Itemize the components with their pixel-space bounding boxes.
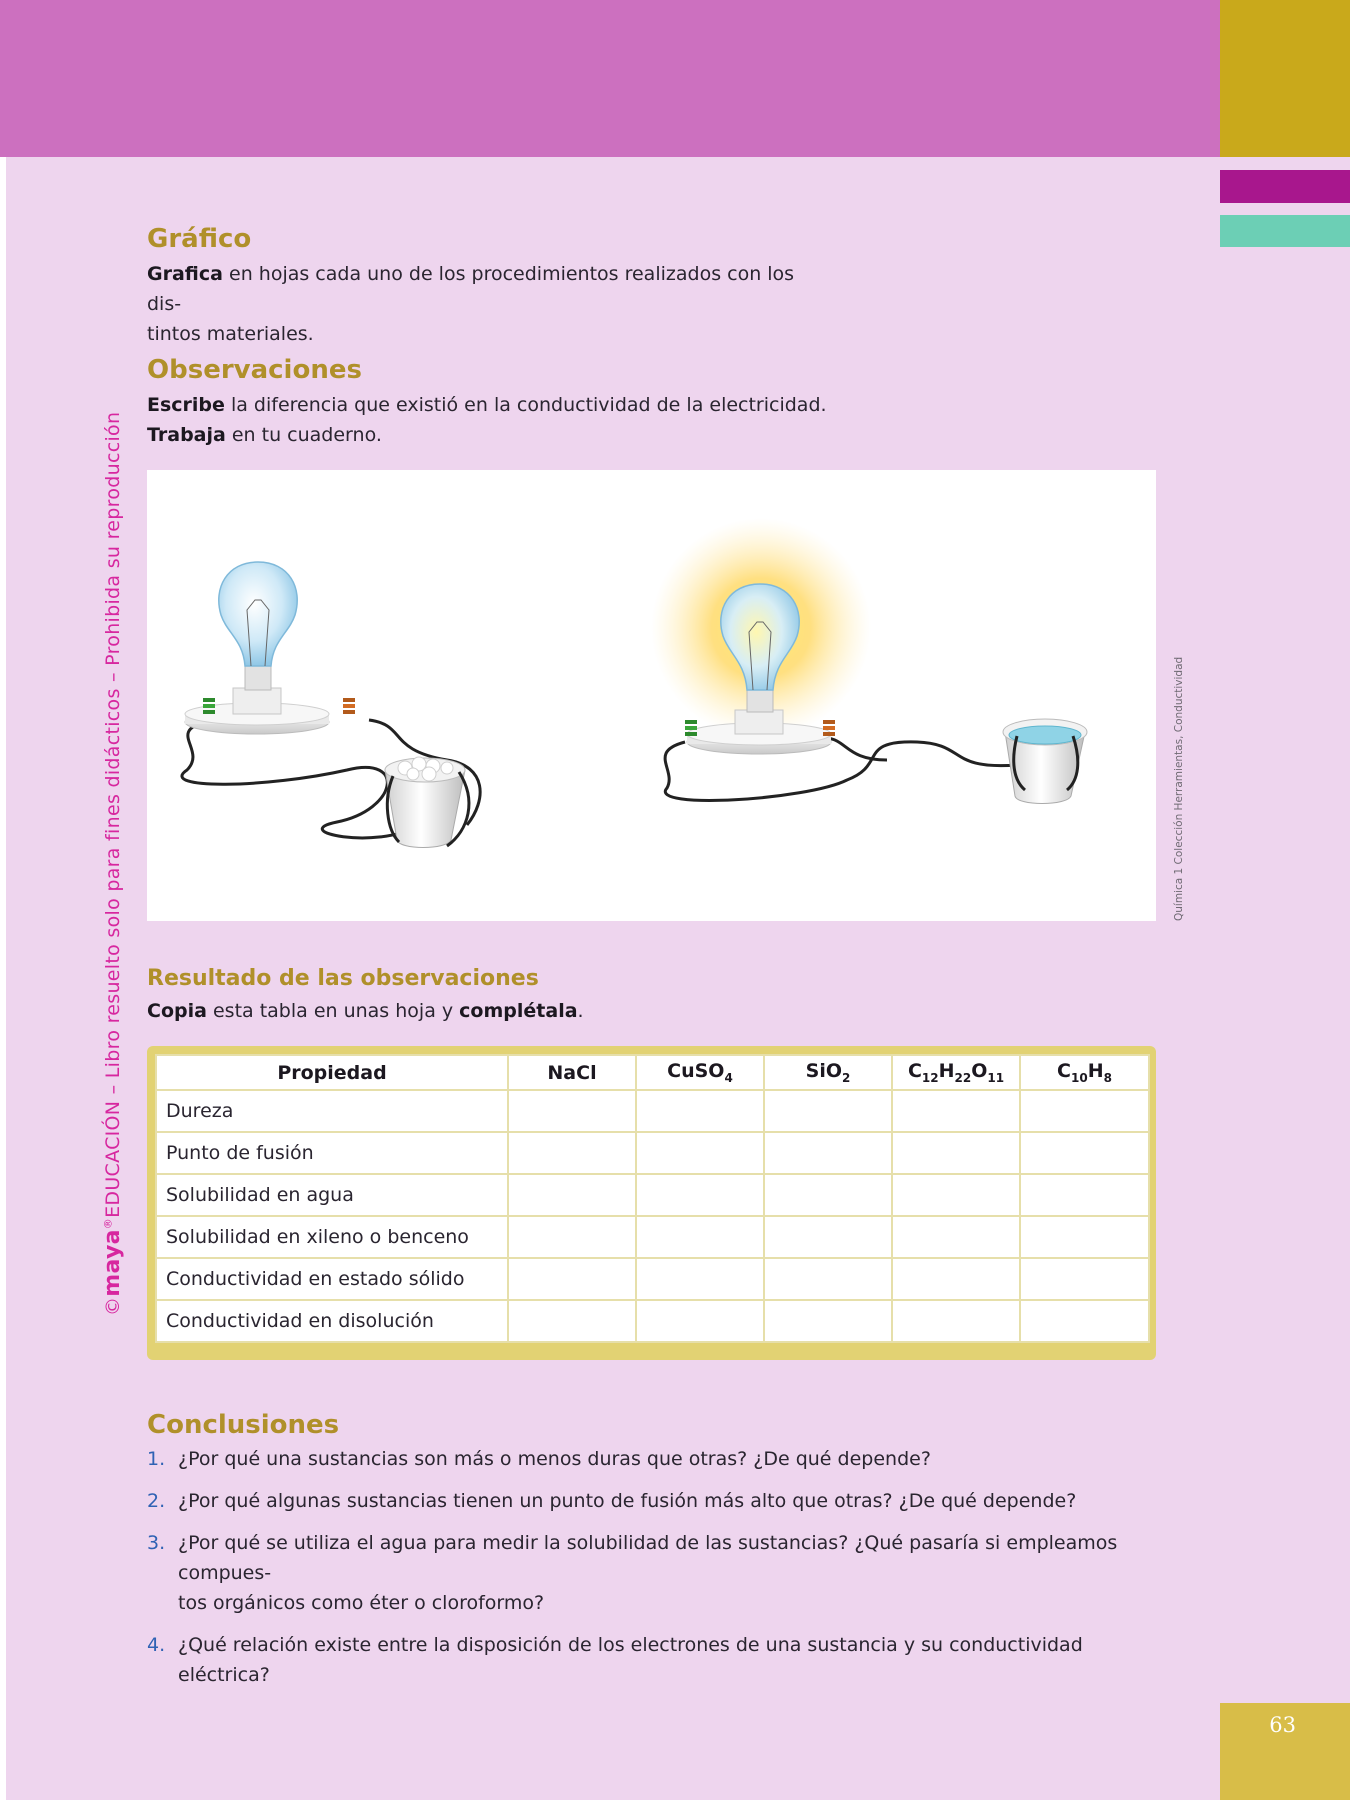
empty-cell [636, 1132, 764, 1174]
empty-cell [508, 1300, 636, 1342]
circuit-solution-sample [651, 518, 1087, 804]
observaciones-instructions: Escribe la diferencia que existió en la conductividad de la electricidad. Trabaja en tu cuaderno. [147, 394, 827, 446]
empty-cell [764, 1132, 892, 1174]
table-header-row [156, 1055, 1149, 1090]
conclusion-item [147, 1486, 1167, 1516]
header-compound: NaCl [508, 1055, 636, 1090]
header-compound: $C_{12}H_{22}O_{11}$ [892, 1055, 1020, 1090]
empty-cell [1020, 1216, 1149, 1258]
empty-cell [892, 1174, 1020, 1216]
empty-cell [764, 1090, 892, 1132]
conclusion-item [147, 1630, 1167, 1690]
resultado-instructions: Copia esta tabla en unas hoja y complétala. [147, 1000, 584, 1022]
item-text: ¿Por qué una sustancias son más o menos duras que otras? ¿De qué depende? [178, 1448, 931, 1470]
table-row [156, 1090, 1149, 1132]
conclusion-item [147, 1528, 1167, 1618]
empty-cell [508, 1216, 636, 1258]
figure-credit: Química 1 Colección Herramientas, Conductividad [1173, 656, 1185, 921]
header-compound: CuSO$_4$ [636, 1055, 764, 1090]
item-text: ¿Por qué se utiliza el agua para medir la solubilidad de las sustancias? ¿Qué pasaría si empleamos compues- [178, 1532, 1118, 1584]
chapter-tab-magenta [1220, 170, 1350, 203]
empty-cell [764, 1300, 892, 1342]
empty-cell [1020, 1258, 1149, 1300]
empty-cell [892, 1300, 1020, 1342]
property-label: Conductividad en disolución [156, 1300, 508, 1342]
empty-cell [636, 1090, 764, 1132]
header-gold-block [1220, 0, 1350, 157]
observation-table [155, 1054, 1150, 1343]
copyright-notice: ©maya®EDUCACIÓN – Libro resuelto solo para fines didácticos – Prohibida su reproducción [100, 411, 125, 1316]
empty-cell [1020, 1132, 1149, 1174]
property-label: Punto de fusión [156, 1132, 508, 1174]
empty-cell [508, 1258, 636, 1300]
page-left-edge [0, 157, 6, 1800]
empty-cell [636, 1300, 764, 1342]
circuit-solid-sample [182, 562, 480, 848]
empty-cell [636, 1216, 764, 1258]
empty-cell [764, 1216, 892, 1258]
property-label: Conductividad en estado sólido [156, 1258, 508, 1300]
section-title-resultado: Resultado de las observaciones [147, 966, 539, 991]
conductivity-illustration [147, 470, 1156, 921]
conductivity-circuits-drawing [147, 470, 1156, 921]
empty-cell [508, 1174, 636, 1216]
item-number: 4. [147, 1634, 166, 1656]
item-number: 3. [147, 1532, 166, 1554]
item-number: 2. [147, 1490, 166, 1512]
header-compound: SiO$_2$ [764, 1055, 892, 1090]
conclusiones-list [147, 1444, 1167, 1702]
empty-cell [1020, 1174, 1149, 1216]
empty-cell [892, 1090, 1020, 1132]
item-text-continuation: tos orgánicos como éter o cloroformo? [178, 1592, 545, 1614]
table-row [156, 1216, 1149, 1258]
header-propiedad: Propiedad [156, 1055, 508, 1090]
table-row [156, 1174, 1149, 1216]
brand-logo-text: maya [100, 1229, 125, 1297]
header-band [0, 0, 1220, 157]
empty-cell [892, 1216, 1020, 1258]
section-title-grafico: Gráfico [147, 224, 252, 254]
section-title-observaciones: Observaciones [147, 355, 362, 385]
conclusion-item [147, 1444, 1167, 1474]
empty-cell [1020, 1090, 1149, 1132]
section-title-conclusiones: Conclusiones [147, 1410, 340, 1440]
table-row [156, 1300, 1149, 1342]
empty-cell [508, 1090, 636, 1132]
empty-cell [764, 1174, 892, 1216]
observation-table-frame [147, 1046, 1156, 1360]
empty-cell [764, 1258, 892, 1300]
page-number: 63 [1269, 1713, 1296, 1737]
empty-cell [636, 1258, 764, 1300]
empty-cell [508, 1132, 636, 1174]
property-label: Solubilidad en agua [156, 1174, 508, 1216]
table-row [156, 1258, 1149, 1300]
property-label: Solubilidad en xileno o benceno [156, 1216, 508, 1258]
empty-cell [892, 1258, 1020, 1300]
empty-cell [892, 1132, 1020, 1174]
empty-cell [1020, 1300, 1149, 1342]
item-number: 1. [147, 1448, 166, 1470]
item-text: ¿Por qué algunas sustancias tienen un punto de fusión más alto que otras? ¿De qué depende? [178, 1490, 1077, 1512]
grafico-instructions: Grafica en hojas cada uno de los procedimientos realizados con los dis- tintos materiales. [147, 263, 795, 345]
header-compound: $C_{10}H_8$ [1020, 1055, 1149, 1090]
item-text: ¿Qué relación existe entre la disposición de los electrones de una sustancia y su conductividad eléctrica? [178, 1634, 1083, 1686]
empty-cell [636, 1174, 764, 1216]
property-label: Dureza [156, 1090, 508, 1132]
table-row [156, 1132, 1149, 1174]
chapter-tab-teal [1220, 215, 1350, 247]
